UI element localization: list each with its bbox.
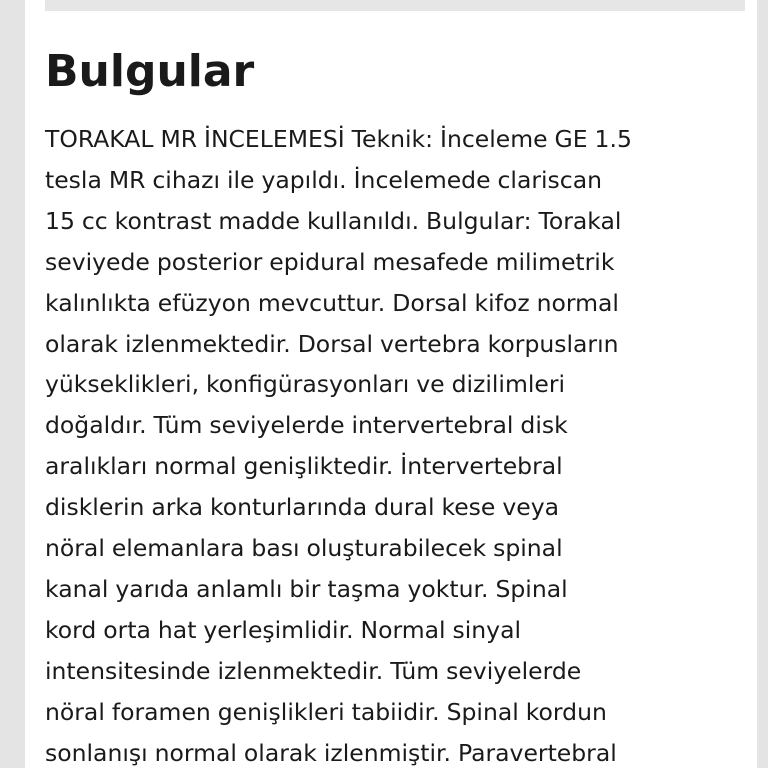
top-bar: [45, 0, 745, 11]
report-card: [25, 0, 757, 768]
section-title: Bulgular: [45, 46, 255, 97]
report-body-text: TORAKAL MR İNCELEMESİ Teknik: İnceleme GE 1.5 tesla MR cihazı ile yapıldı. İncelemede clariscan 15 cc kontrast madde kullanıldı. Bulgular: Torakal seviyede posterior epidural mesafede milimetrik kalınlıkta efüzyon mevcuttur. Dorsal kifoz normal olarak izlenmektedir. Dorsal vertebra korpusların yükseklikleri, konfigürasyonları ve dizilimleri doğaldır. Tüm seviyelerde intervertebral disk aralıkları normal genişliktedir. İntervertebral disklerin arka konturlarında dural kese veya nöral elemanlara bası oluşturabilecek spinal kanal yarıda anlamlı bir taşma yoktur. Spinal kord orta hat yerleşimlidir. Normal sinyal intensitesinde izlenmektedir. Tüm seviyelerde nöral foramen genişlikleri tabiidir. Spinal kordun sonlanışı normal olarak izlenmiştir. Paravertebral: [45, 125, 632, 767]
